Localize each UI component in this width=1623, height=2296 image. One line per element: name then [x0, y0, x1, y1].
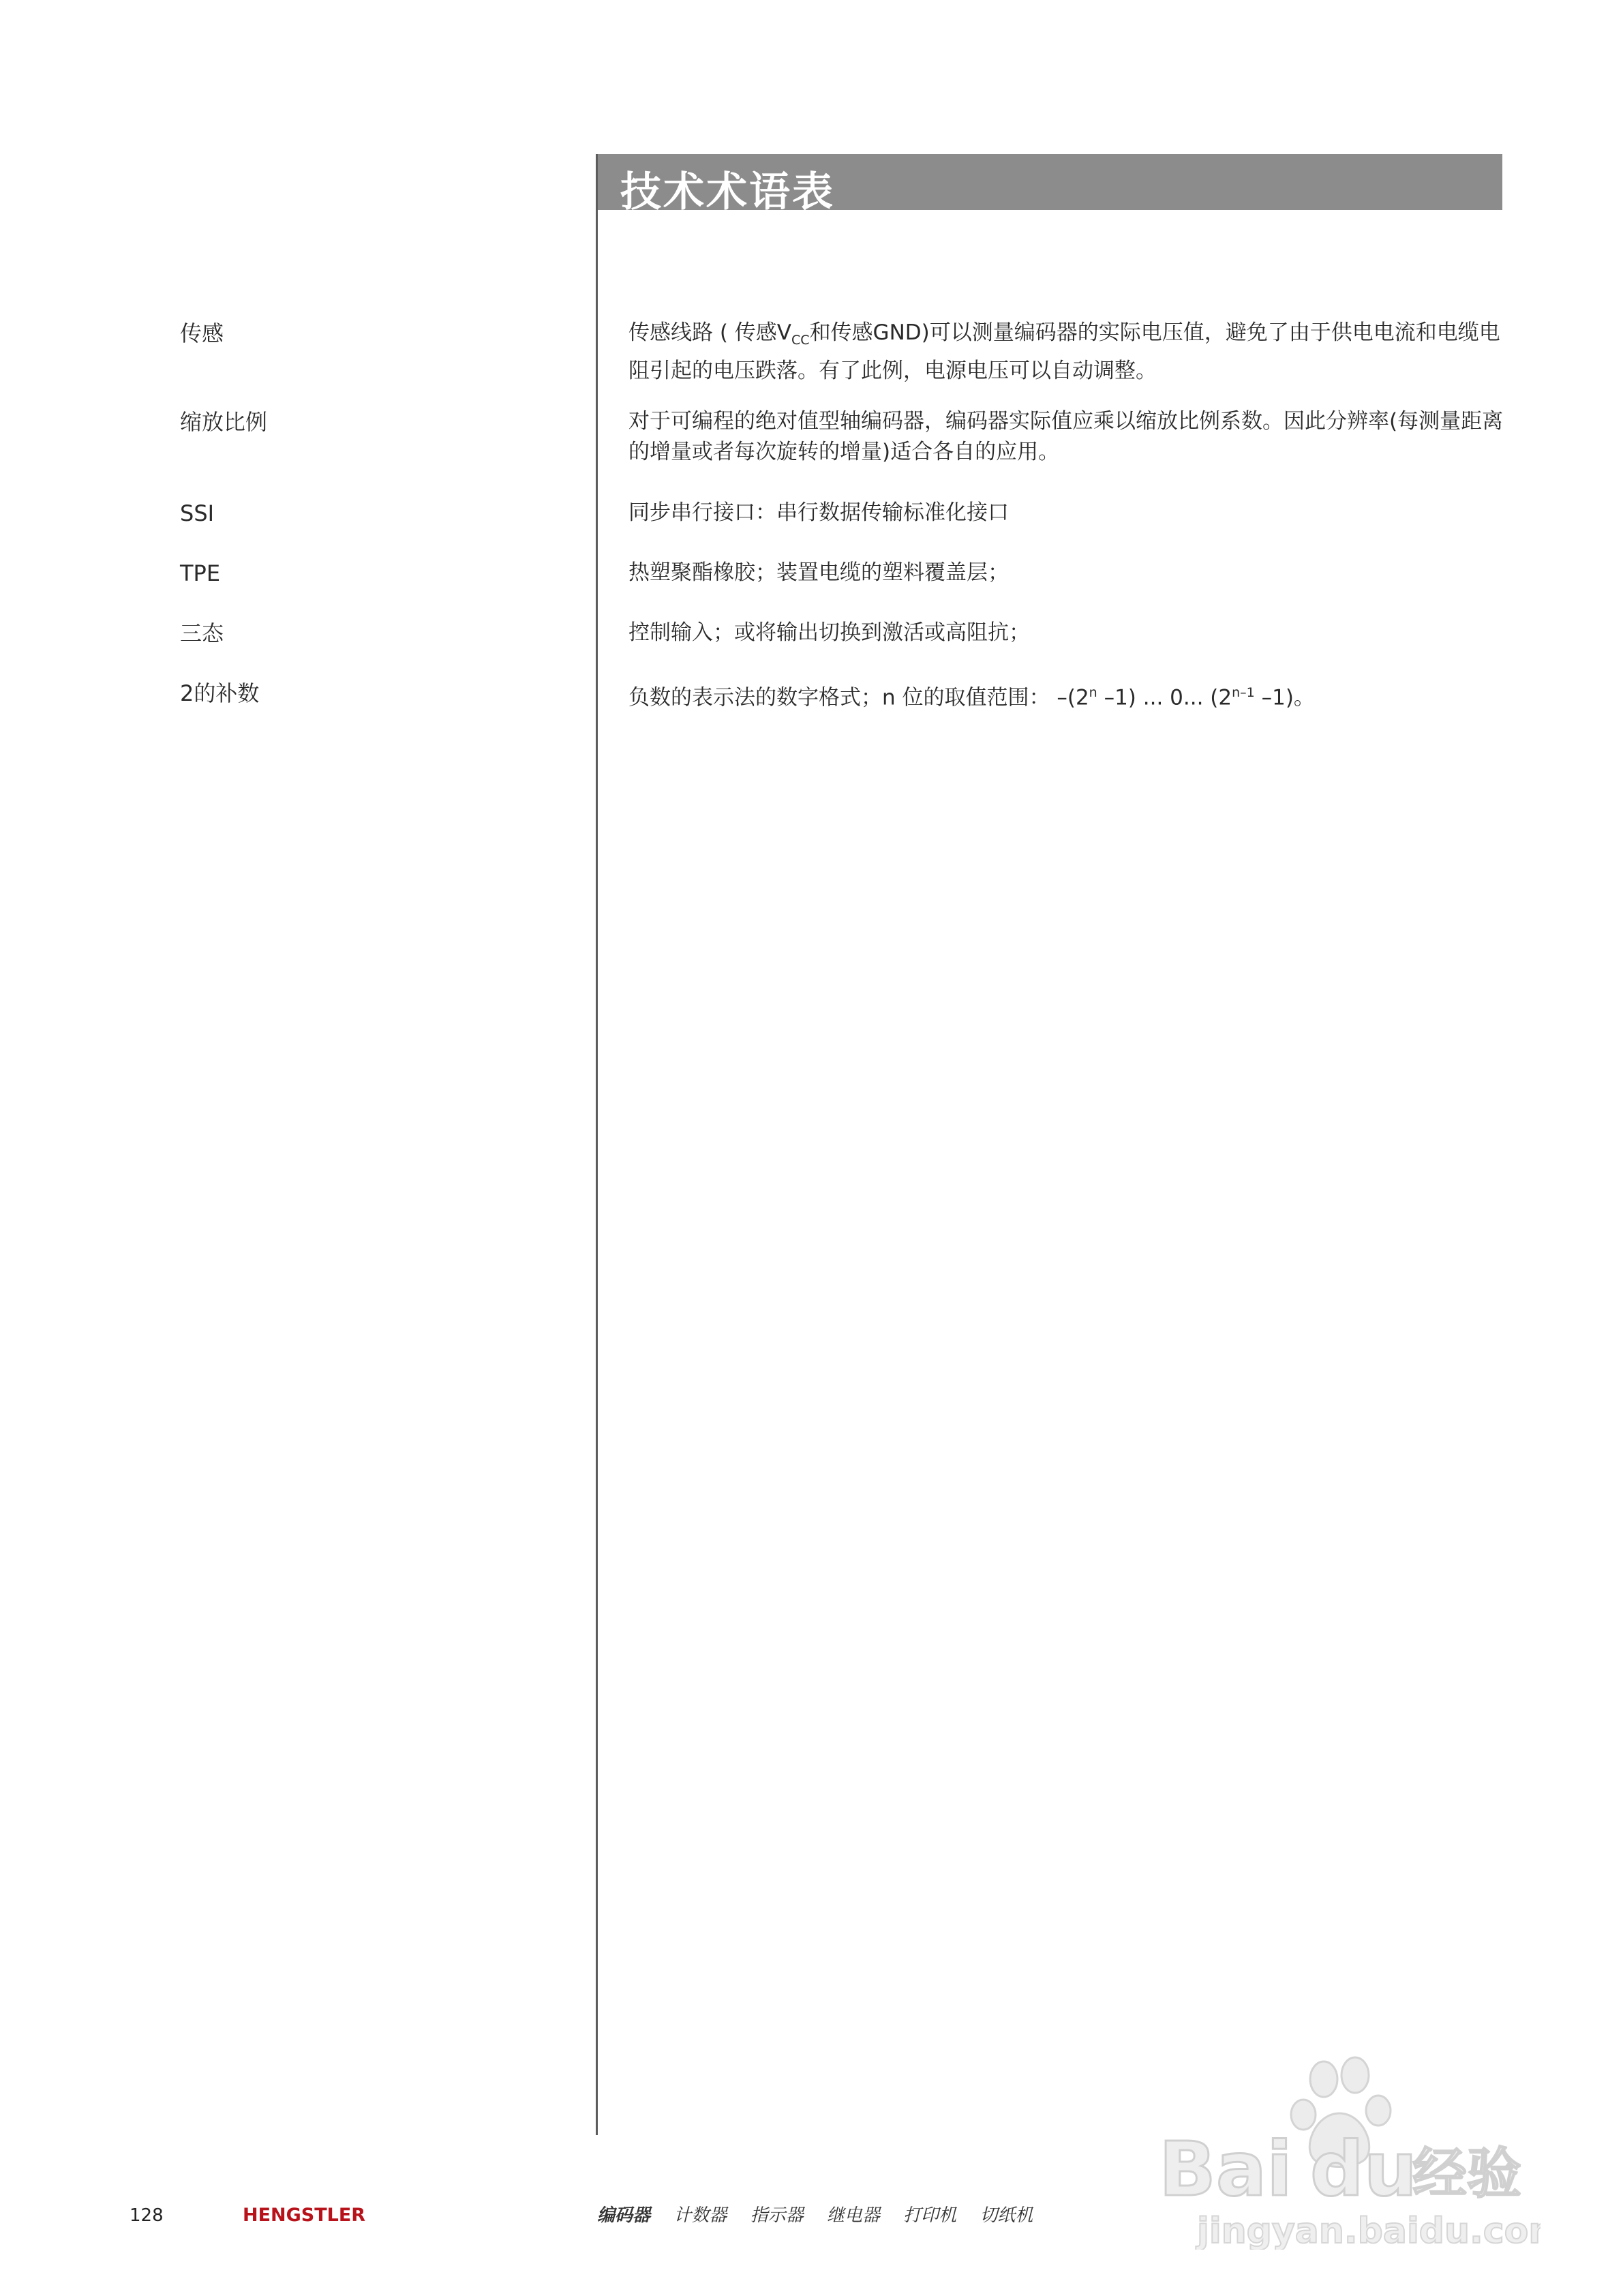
brand-logo: HENGSTLER	[243, 2205, 366, 2226]
svg-text:经验: 经验	[1412, 2142, 1521, 2205]
nav-item-encoder[interactable]: 编码器	[597, 2205, 651, 2226]
nav-item-cutter[interactable]: 切纸机	[980, 2205, 1033, 2226]
glossary-definition: 同步串行接口：串行数据传输标准化接口	[628, 500, 1009, 525]
baidu-paw-icon	[1132, 2052, 1541, 2250]
column-divider	[596, 154, 598, 2135]
glossary-term: 2的补数	[180, 680, 260, 706]
glossary-definition: 对于可编程的绝对值型轴编码器，编码器实际值应乘以缩放比例系数。因此分辨率(每测量距离的增量或者每次旋转的增量)适合各自的应用。	[628, 409, 1504, 464]
glossary-definition: 负数的表示法的数字格式；n 位的取值范围： –(2$^n$ –1) ... 0... (2$^{n-1}$ –1)。	[628, 685, 1315, 710]
glossary-definition: 控制输入；或将输出切换到激活或高阻抗；	[628, 620, 1030, 645]
nav-item-counter[interactable]: 计数器	[673, 2205, 727, 2226]
nav-item-printer[interactable]: 打印机	[903, 2205, 957, 2226]
glossary-term: 三态	[180, 620, 224, 646]
nav-item-relay[interactable]: 继电器	[826, 2205, 880, 2226]
glossary-term: SSI	[180, 500, 215, 526]
page-title: 技术术语表	[620, 168, 835, 216]
page-number: 128	[130, 2205, 164, 2226]
glossary-term: 传感	[180, 320, 224, 346]
glossary-definition: 传感线路 ( 传感$V_{CC}$和传感GND)可以测量编码器的实际电压值，避免了由于供电电流和电缆电阻引起的电压跌落。有了此例，电源电压可以自动调整。	[628, 320, 1500, 384]
glossary-term: TPE	[180, 560, 221, 586]
nav-item-indicator[interactable]: 指示器	[750, 2205, 804, 2226]
title-bar	[596, 154, 1502, 216]
baidu-watermark	[1132, 2052, 1541, 2250]
svg-text:du: du	[1310, 2126, 1418, 2213]
glossary-term: 缩放比例	[180, 409, 268, 435]
svg-text:Bai: Bai	[1159, 2126, 1292, 2213]
glossary-definition: 热塑聚酯橡胶；装置电缆的塑料覆盖层；	[628, 560, 1009, 585]
footer-nav	[597, 2203, 1050, 2228]
svg-text:jingyan.baidu.com: jingyan.baidu.com	[1197, 2211, 1541, 2250]
